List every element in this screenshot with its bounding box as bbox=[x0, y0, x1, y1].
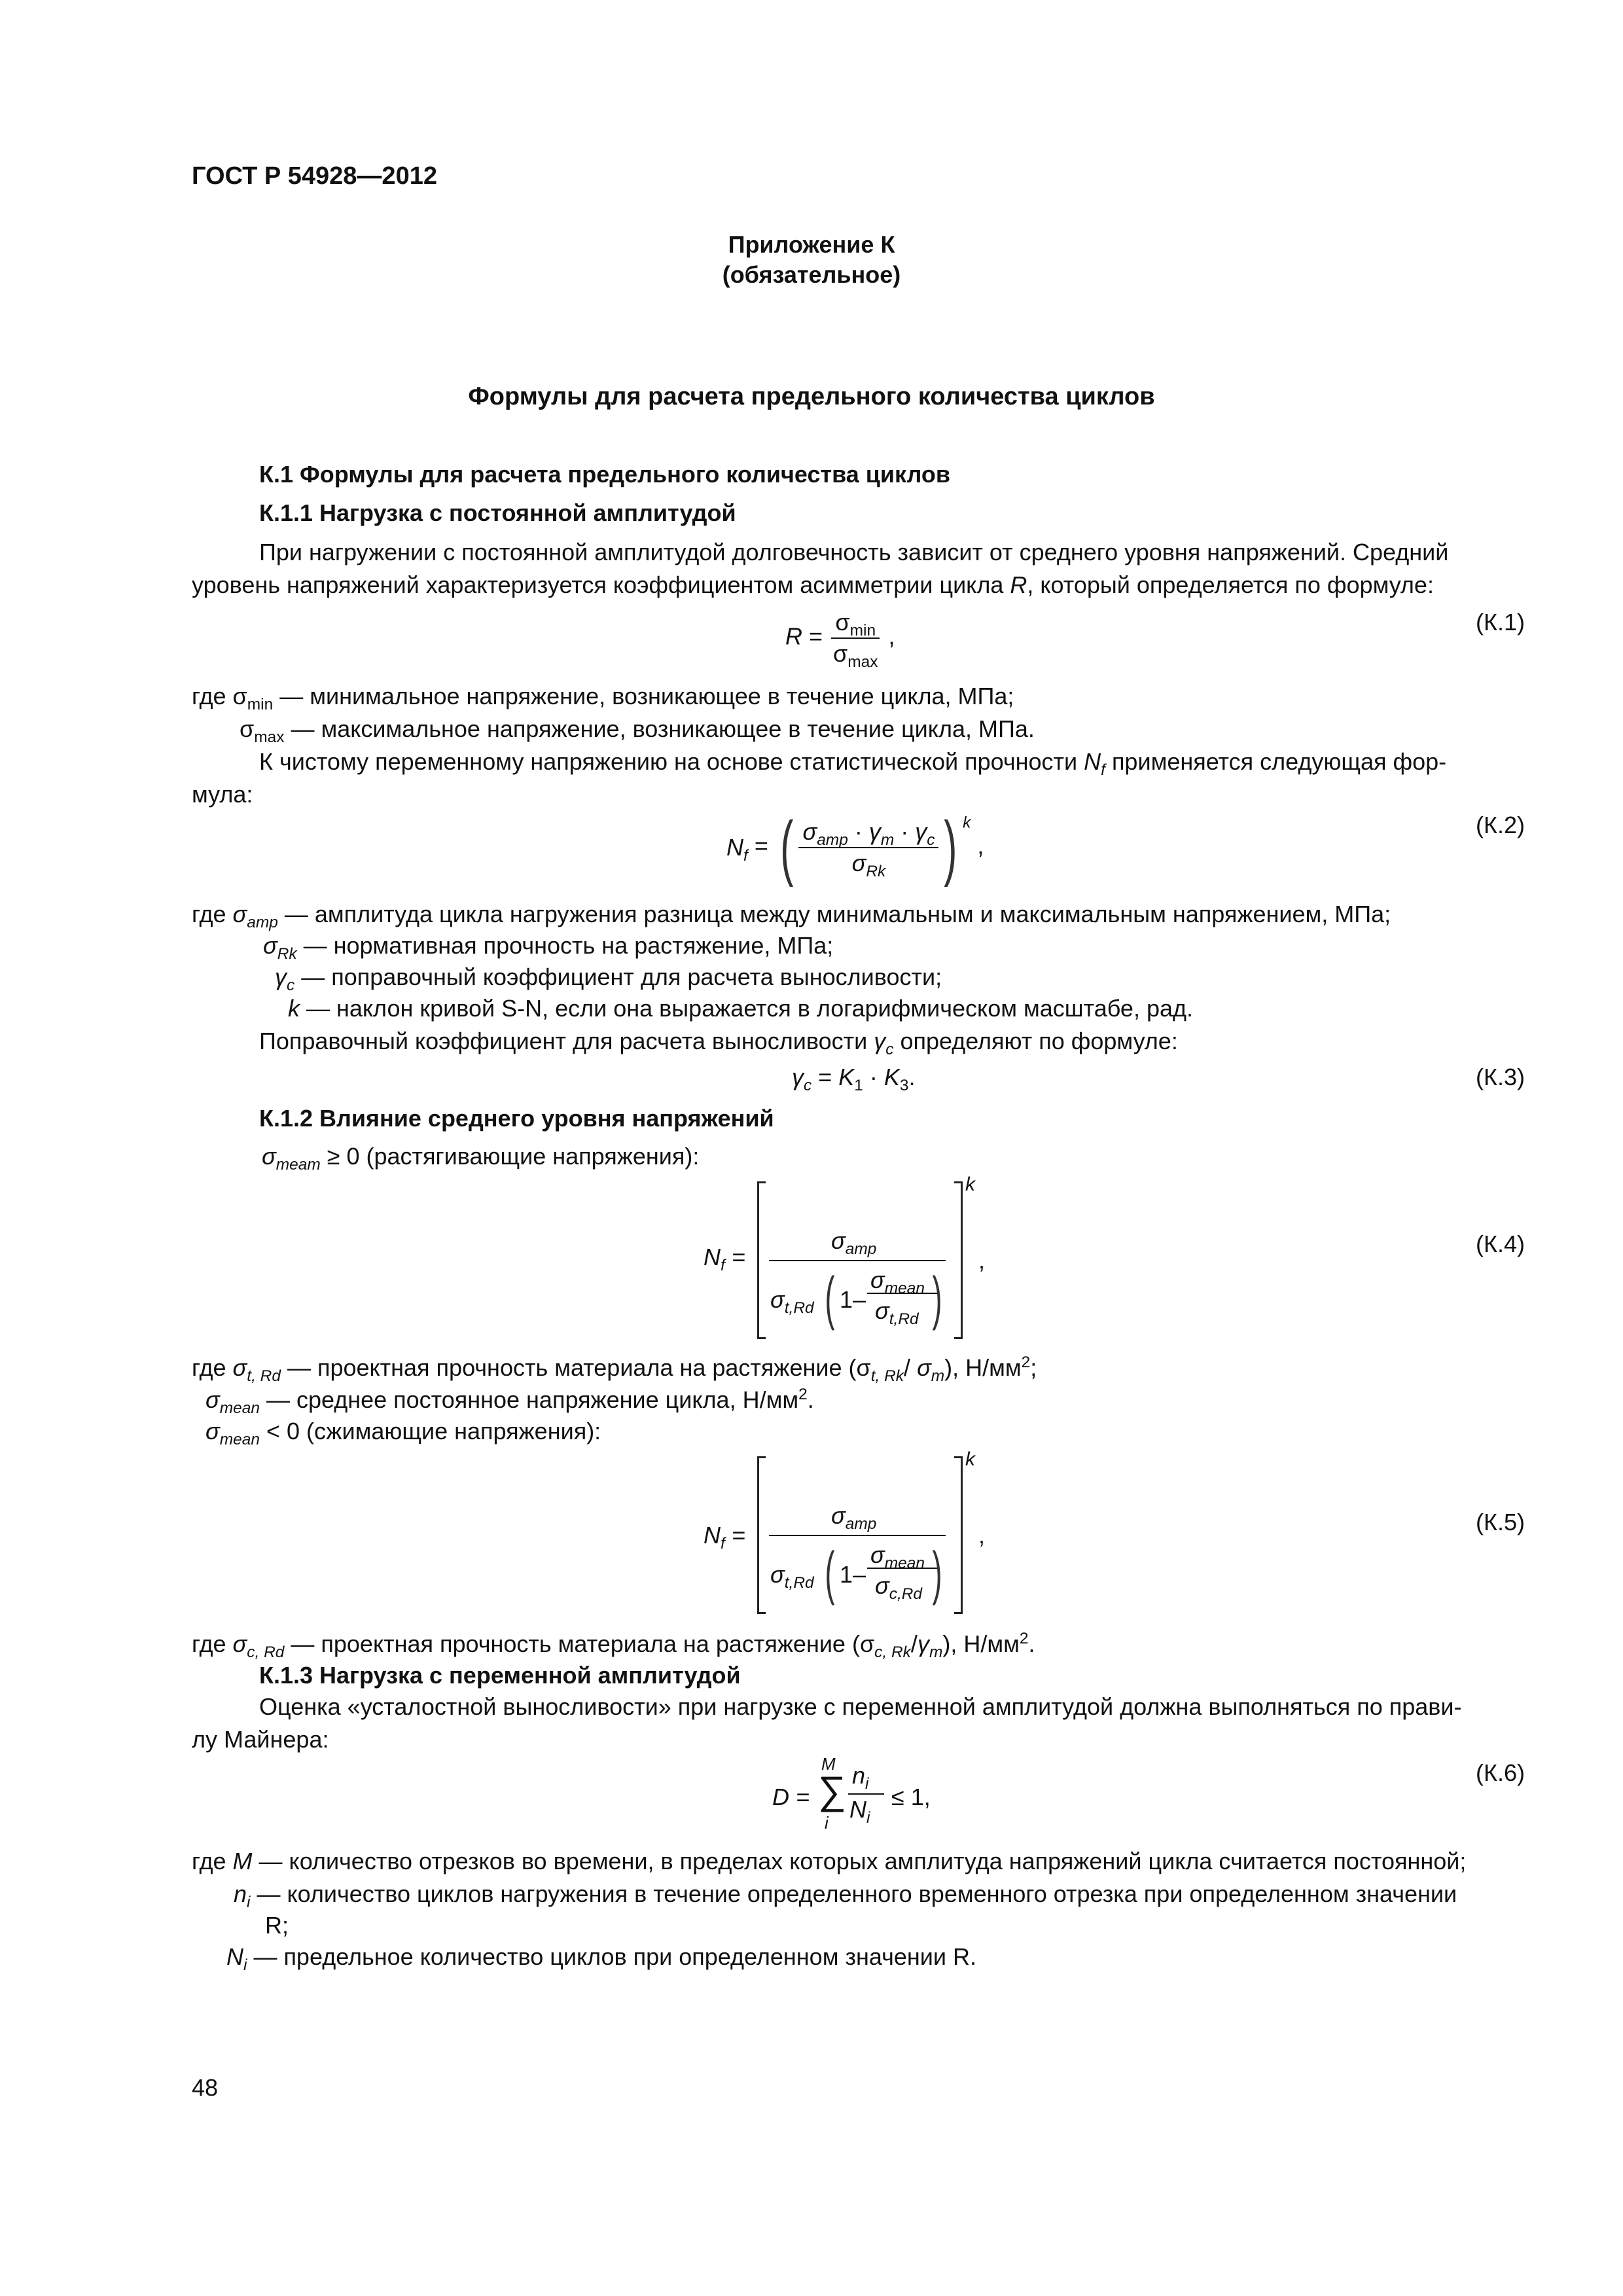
definition-sigma-max: $\sigma_{max}$ — максимальное напряжение, возникающее в течение цикла, МПа. bbox=[240, 715, 1035, 747]
definition-sigma-crd: где $\sigma_{c, Rd}$ — проектная прочность материала на растяжение $(\sigma_{c, Rk}/\gamma_m)$, $Н/мм^2$. bbox=[192, 1630, 1035, 1662]
paragraph-text: При нагружении с постоянной амплитудой долговечность зависит от среднего уровня напряжений. Средний bbox=[259, 539, 1449, 565]
definition-sigma-amp: где $\sigma_{amp}$ — амплитуда цикла нагружения разница между минимальным и максимальным напряжением, МПа; bbox=[192, 901, 1391, 932]
formula-k1: R = $\frac{\sigma_{min}}{\sigma_{max}}$ , bbox=[785, 609, 895, 672]
equation-number: (К.6) bbox=[1476, 1759, 1525, 1786]
formula-k5: $N_f$ = k $\sigma_{amp}$ $\sigma_{t,Rd}$ ( 1– $\sigma_{mean}$ $\sigma_{c,Rd}$ ) , bbox=[704, 1456, 1011, 1617]
section-k1: К.1 Формулы для расчета предельного количества циклов bbox=[259, 461, 951, 488]
definition-sigma-rk: $\sigma_{Rk}$ — нормативная прочность на растяжение, МПа; bbox=[263, 932, 834, 963]
paragraph-text: $\sigma_{meam} \ge 0$ (растягивающие напряжения): bbox=[262, 1143, 700, 1174]
section-k13: К.1.3 Нагрузка с переменной амплитудой bbox=[259, 1662, 741, 1689]
paragraph-text: мула: bbox=[192, 781, 253, 808]
equation-number: (К.3) bbox=[1476, 1064, 1525, 1090]
paragraph-text: К чистому переменному напряжению на основе статистической прочности $N_f$ применяется следующая фор- bbox=[259, 748, 1447, 780]
annex-label: Приложение К bbox=[728, 231, 895, 258]
paragraph-text: уровень напряжений характеризуется коэффициентом асимметрии цикла R, который определяется по формуле: bbox=[192, 571, 1434, 598]
definition-k: k — наклон кривой S-N, если она выражается в логарифмическом масштабе, рад. bbox=[288, 995, 1194, 1022]
formula-k3: $\gamma_c = K_1 \cdot K_3$. bbox=[792, 1064, 916, 1095]
definition-M: где M — количество отрезков во времени, в пределах которых амплитуда напряжений цикла считается постоянной; bbox=[192, 1848, 1467, 1874]
formula-k4: $N_f$ = k $\sigma_{amp}$ $\sigma_{t,Rd}$ ( 1– $\sigma_{mean}$ $\sigma_{t,Rd}$ ) , bbox=[704, 1181, 1011, 1342]
definition-sigma-trd: где $\sigma_{t, Rd}$ — проектная прочность материала на растяжение ($\sigma_{t, Rk}/$ $\sigma_m$), $Н/мм^2$; bbox=[192, 1354, 1037, 1386]
paragraph-text: Оценка «усталостной выносливости» при нагрузке с переменной амплитудой должна выполняться по прави- bbox=[259, 1693, 1462, 1720]
definition-ni-cont: R; bbox=[265, 1912, 289, 1939]
page-title: Формулы для расчета предельного количества циклов bbox=[468, 383, 1155, 410]
definition-ni: $n_i$ — количество циклов нагружения в течение определенного временного отрезка при определенном значении bbox=[234, 1880, 1457, 1912]
formula-k6: D = M ∑ i $n_i$ $N_i$ ≤ 1, bbox=[772, 1754, 931, 1833]
page-number: 48 bbox=[192, 2074, 219, 2101]
definition-sigma-mean: $\sigma_{mean}$ — среднее постоянное напряжение цикла, $Н/мм^2$. bbox=[205, 1386, 814, 1418]
section-k11: К.1.1 Нагрузка с постоянной амплитудой bbox=[259, 499, 736, 526]
equation-number: (К.1) bbox=[1476, 609, 1525, 636]
doc-code: ГОСТ Р 54928—2012 bbox=[192, 162, 437, 190]
equation-number: (К.2) bbox=[1476, 812, 1525, 838]
equation-number: (К.5) bbox=[1476, 1509, 1525, 1535]
paragraph-text: $\sigma_{mean} < 0$ (сжимающие напряжения): bbox=[205, 1418, 601, 1449]
paragraph-text: Поправочный коэффициент для расчета выносливости $\gamma_c$ определяют по формуле: bbox=[259, 1028, 1178, 1059]
definition-gamma-c: $\gamma_c$ — поправочный коэффициент для расчета выносливости; bbox=[275, 963, 942, 995]
section-k12: К.1.2 Влияние среднего уровня напряжений bbox=[259, 1105, 774, 1132]
definition-Ni: $N_i$ — предельное количество циклов при определенном значении R. bbox=[226, 1943, 976, 1975]
definition-sigma-min: где $\sigma_{min}$ — минимальное напряжение, возникающее в течение цикла, МПа; bbox=[192, 683, 1014, 714]
formula-k2: $N_f$ = ( $\frac{\sigma_{amp} \cdot \gamma_m \cdot \gamma_c}{\sigma_{Rk}}$ ) $^k$ , bbox=[726, 807, 984, 888]
annex-status: (обязательное) bbox=[722, 261, 901, 288]
equation-number: (К.4) bbox=[1476, 1230, 1525, 1257]
paragraph-text: лу Майнера: bbox=[192, 1726, 329, 1753]
